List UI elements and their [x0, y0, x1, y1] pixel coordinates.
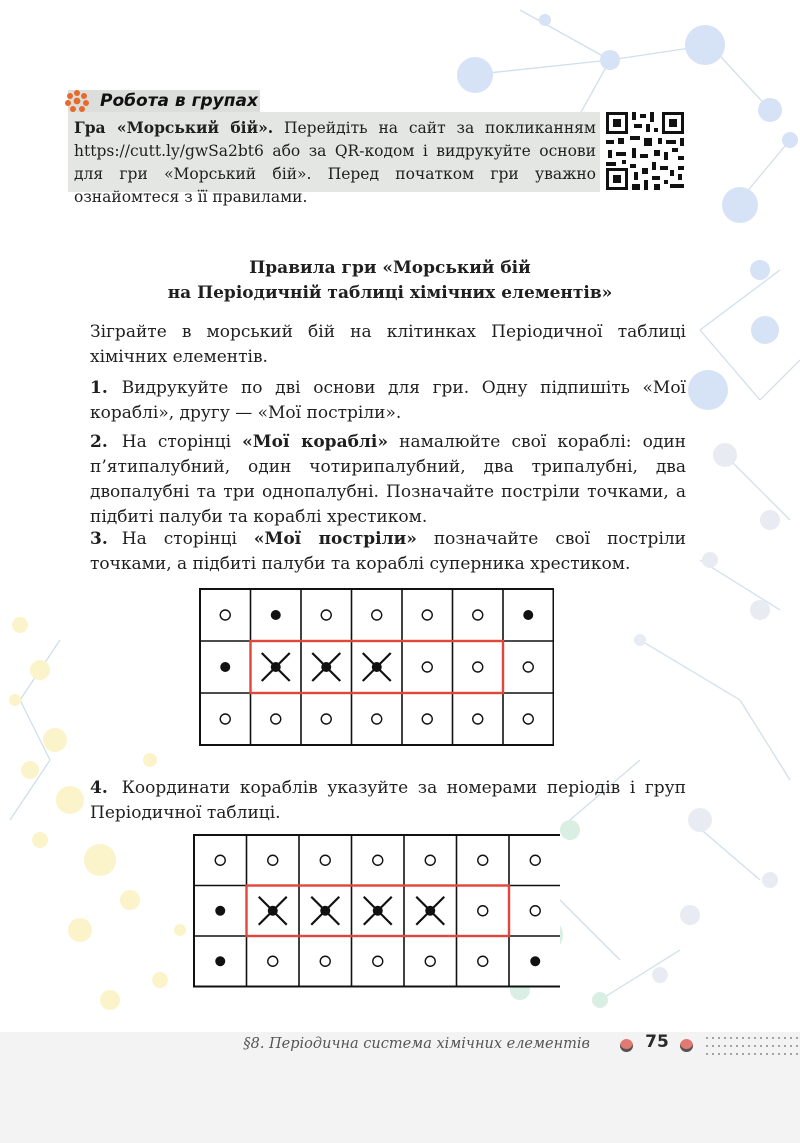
rules-intro — [90, 320, 686, 370]
qr-code[interactable] — [604, 110, 686, 192]
empty-cell-marker — [478, 956, 488, 966]
empty-cell-marker — [372, 714, 382, 724]
empty-cell-marker — [268, 855, 278, 865]
group-work-title: Робота в групах — [100, 91, 258, 111]
rule-text: Видрукуйте по дві основи для гри. Одну підпишіть «Мої кораблі», другу — «Мої постріли». — [90, 378, 686, 423]
rules-heading-line1: Правила гри «Морський бій — [249, 258, 531, 278]
rule-text-rest: намалюйте свої кораблі: один п’ятипалубний, один чотирипалубний, два трипалубні, два двопалубні та три однопалубні. Позначайте постріли точками, а підбиті палуби та кораблі хрестиком. — [90, 432, 686, 527]
empty-cell-marker — [271, 714, 281, 724]
people-group-icon — [64, 88, 90, 114]
empty-cell-marker — [530, 855, 540, 865]
empty-cell-marker — [425, 956, 435, 966]
empty-cell-marker — [220, 714, 230, 724]
group-work-box — [68, 112, 600, 206]
dotted-pattern — [704, 1035, 800, 1059]
battleship-grid-example-1 — [198, 587, 554, 747]
rule-text: На сторінці — [121, 529, 254, 549]
empty-cell-marker — [422, 662, 432, 672]
rule-item-2 — [90, 430, 686, 530]
group-work-header — [68, 90, 260, 112]
empty-cell-marker — [425, 855, 435, 865]
rule-number: 3. — [90, 529, 108, 549]
page-number: 75 — [645, 1032, 669, 1052]
group-work-text — [74, 116, 596, 209]
rule-emphasis: «Мої постріли» — [253, 529, 417, 549]
empty-cell-marker — [523, 714, 533, 724]
empty-cell-marker — [372, 610, 382, 620]
footer-section-title: §8. Періодична система хімічних елементів — [243, 1036, 590, 1052]
empty-cell-marker — [373, 956, 383, 966]
empty-cell-marker — [320, 855, 330, 865]
empty-cell-marker — [473, 610, 483, 620]
rules-intro-text: Зіграйте в морський бій на клітинках Періодичної таблиці хімічних елементів. — [90, 322, 686, 367]
group-work-body: Перейдіть на сайт за покликанням https://cutt.ly/gwSa2bt6 або за QR-кодом і видрукуйте основи для гри «Морський бій». Перед початком гри уважно ознайомтеся з її правилами. — [74, 119, 596, 206]
shot-dot — [523, 610, 533, 620]
empty-cell-marker — [478, 906, 488, 916]
rule-number: 2. — [90, 432, 108, 452]
empty-cell-marker — [478, 855, 488, 865]
rule-text: На сторінці — [121, 432, 243, 452]
shot-dot — [215, 956, 225, 966]
rule-number: 1. — [90, 378, 108, 398]
empty-cell-marker — [321, 610, 331, 620]
empty-cell-marker — [220, 610, 230, 620]
empty-cell-marker — [473, 714, 483, 724]
shot-dot — [530, 956, 540, 966]
rule-text: Координати кораблів указуйте за номерами періодів і груп Періодичної таблиці. — [90, 778, 686, 823]
rule-text-rest: позначайте свої постріли точками, а підбиті палуби та кораблі суперника хрестиком. — [90, 529, 687, 574]
rule-item-4 — [90, 776, 686, 826]
group-work-lead: Гра «Морський бій». — [74, 118, 274, 137]
empty-cell-marker — [268, 956, 278, 966]
rule-item-1 — [90, 376, 686, 426]
shot-dot — [220, 662, 230, 672]
shot-dot — [271, 610, 281, 620]
rule-emphasis: «Мої кораблі» — [242, 432, 388, 452]
empty-cell-marker — [422, 714, 432, 724]
empty-cell-marker — [422, 610, 432, 620]
rule-item-3 — [90, 527, 686, 577]
empty-cell-marker — [373, 855, 383, 865]
empty-cell-marker — [530, 906, 540, 916]
battleship-grid-example-2 — [192, 833, 560, 989]
empty-cell-marker — [523, 662, 533, 672]
page-dot-icon — [680, 1039, 693, 1052]
page-dot-icon — [620, 1039, 633, 1052]
rule-number: 4. — [90, 778, 108, 798]
empty-cell-marker — [473, 662, 483, 672]
empty-cell-marker — [215, 855, 225, 865]
rules-heading — [140, 256, 640, 306]
shot-dot — [215, 906, 225, 916]
empty-cell-marker — [320, 956, 330, 966]
empty-cell-marker — [321, 714, 331, 724]
rules-heading-line2: на Періодичній таблиці хімічних елементів» — [167, 283, 613, 303]
